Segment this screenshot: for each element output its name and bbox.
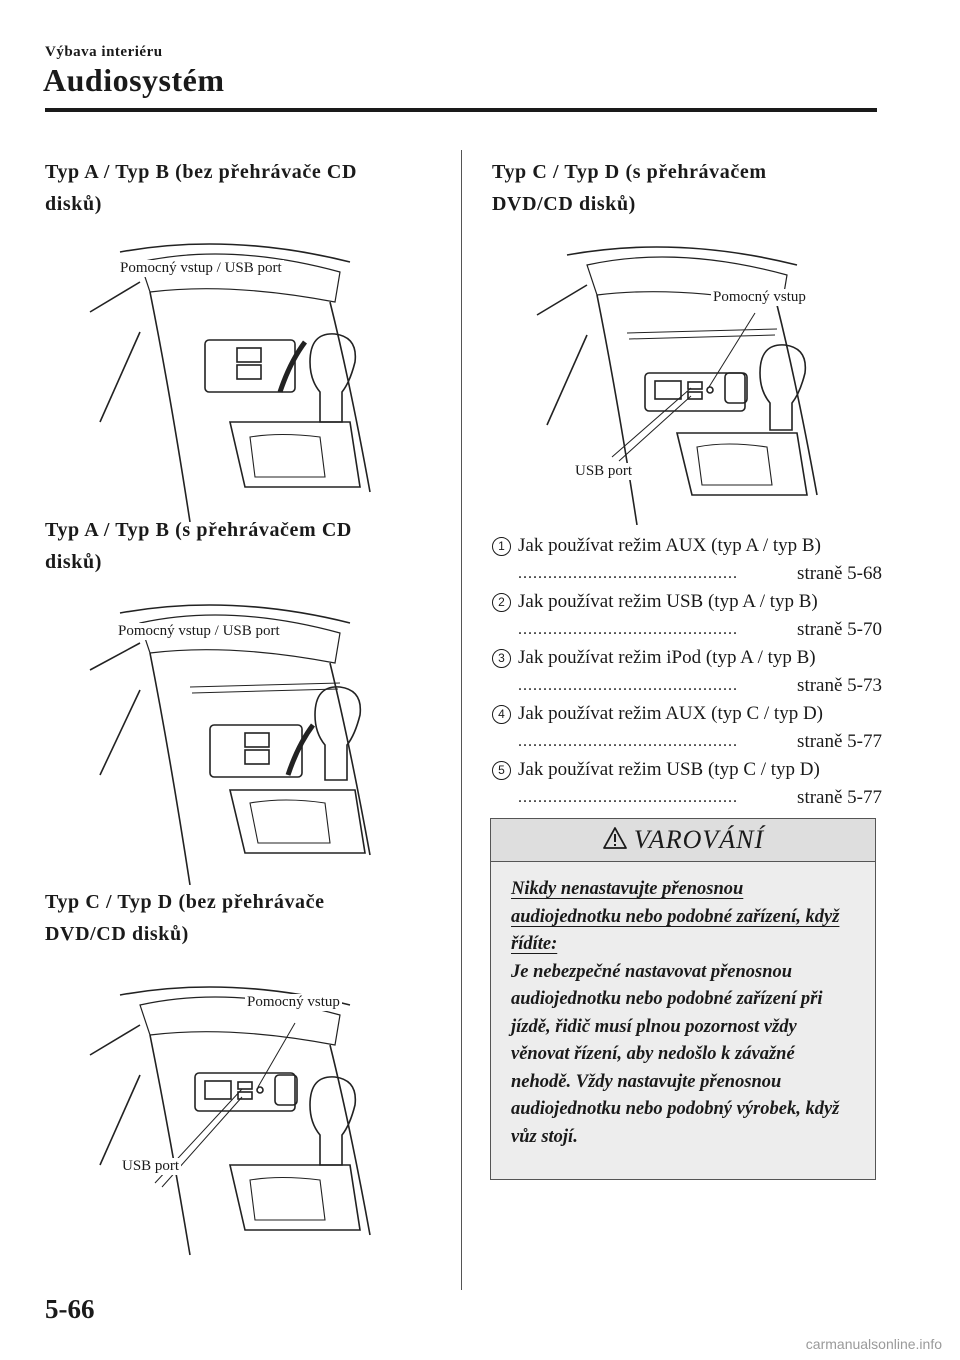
page-reference: straně 5-73	[797, 675, 882, 696]
warning-header	[491, 819, 875, 862]
warning-lead: Nikdy nenastavujte přenosnou audiojednotku nebo podobné zařízení, když řídíte:	[511, 879, 840, 954]
section-name: Výbava interiéru	[45, 44, 163, 60]
warning-body	[491, 862, 875, 1151]
circled-number: 4	[492, 705, 511, 724]
figure-label: Pomocný vstup / USB port	[118, 623, 280, 639]
figure-label-aux: Pomocný vstup	[713, 289, 806, 305]
section-heading-type-ab-with-cd: Typ A / Typ B (s přehrávačem CD disků)	[45, 519, 352, 573]
list-item-text: Jak používat režim AUX (typ C / typ D)	[518, 703, 824, 724]
figure-type-cd-with-dvd	[527, 225, 837, 525]
circled-number: 2	[492, 593, 511, 612]
header-rule	[45, 108, 877, 112]
list-item[interactable]	[492, 588, 882, 644]
figure-label-usb: USB port	[575, 463, 633, 479]
circled-number: 1	[492, 537, 511, 556]
warning-box	[490, 818, 876, 1180]
leader-dots: ............................................	[518, 733, 738, 750]
circled-number: 5	[492, 761, 511, 780]
warning-title: VAROVÁNÍ	[633, 825, 765, 854]
leader-dots: ............................................	[518, 621, 738, 638]
page-reference: straně 5-68	[797, 563, 882, 584]
cross-reference-list	[492, 532, 882, 812]
warning-text: Je nebezpečné nastavovat přenosnou audiojednotku nebo podobné zařízení při jízdě, řidič musí plnou pozornost vždy věnovat řízení, aby nedošlo k závažné nehodě. Vždy nastavujte přenosnou audiojednotku nebo podobný výrobek, když vůz stojí.	[511, 961, 840, 1147]
list-item-text: Jak používat režim AUX (typ A / typ B)	[518, 535, 821, 556]
list-item-text: Jak používat režim USB (typ C / typ D)	[518, 759, 820, 780]
leader-dots: ............................................	[518, 789, 738, 806]
figure-label-usb: USB port	[122, 1158, 180, 1174]
page-title: Audiosystém	[43, 62, 225, 98]
list-item-text: Jak používat režim USB (typ A / typ B)	[518, 591, 818, 612]
leader-dots: ............................................	[518, 677, 738, 694]
list-item[interactable]	[492, 700, 882, 756]
page-reference: straně 5-70	[797, 619, 882, 640]
section-heading-type-cd-no-dvd: Typ C / Typ D (bez přehrávače DVD/CD disků)	[45, 891, 325, 945]
figure-label-aux: Pomocný vstup	[247, 994, 340, 1010]
page-reference: straně 5-77	[797, 787, 882, 808]
page-number: 5-66	[45, 1294, 95, 1324]
figure-type-ab-with-cd	[80, 585, 390, 885]
section-heading-type-cd-with-dvd: Typ C / Typ D (s přehrávačem DVD/CD disků)	[492, 161, 767, 215]
list-item-text: Jak používat režim iPod (typ A / typ B)	[518, 647, 816, 668]
section-heading-type-ab-no-cd: Typ A / Typ B (bez přehrávače CD disků)	[45, 161, 357, 215]
list-item[interactable]	[492, 756, 882, 812]
figure-label: Pomocný vstup / USB port	[120, 260, 282, 276]
circled-number: 3	[492, 649, 511, 668]
leader-dots: ............................................	[518, 565, 738, 582]
figure-type-ab-no-cd	[80, 222, 390, 522]
list-item[interactable]	[492, 532, 882, 588]
page-reference: straně 5-77	[797, 731, 882, 752]
warning-triangle-icon	[602, 826, 628, 855]
list-item[interactable]	[492, 644, 882, 700]
watermark: carmanualsonline.info	[805, 1336, 942, 1352]
figure-type-cd-no-dvd	[80, 960, 390, 1260]
column-divider	[461, 150, 462, 1290]
